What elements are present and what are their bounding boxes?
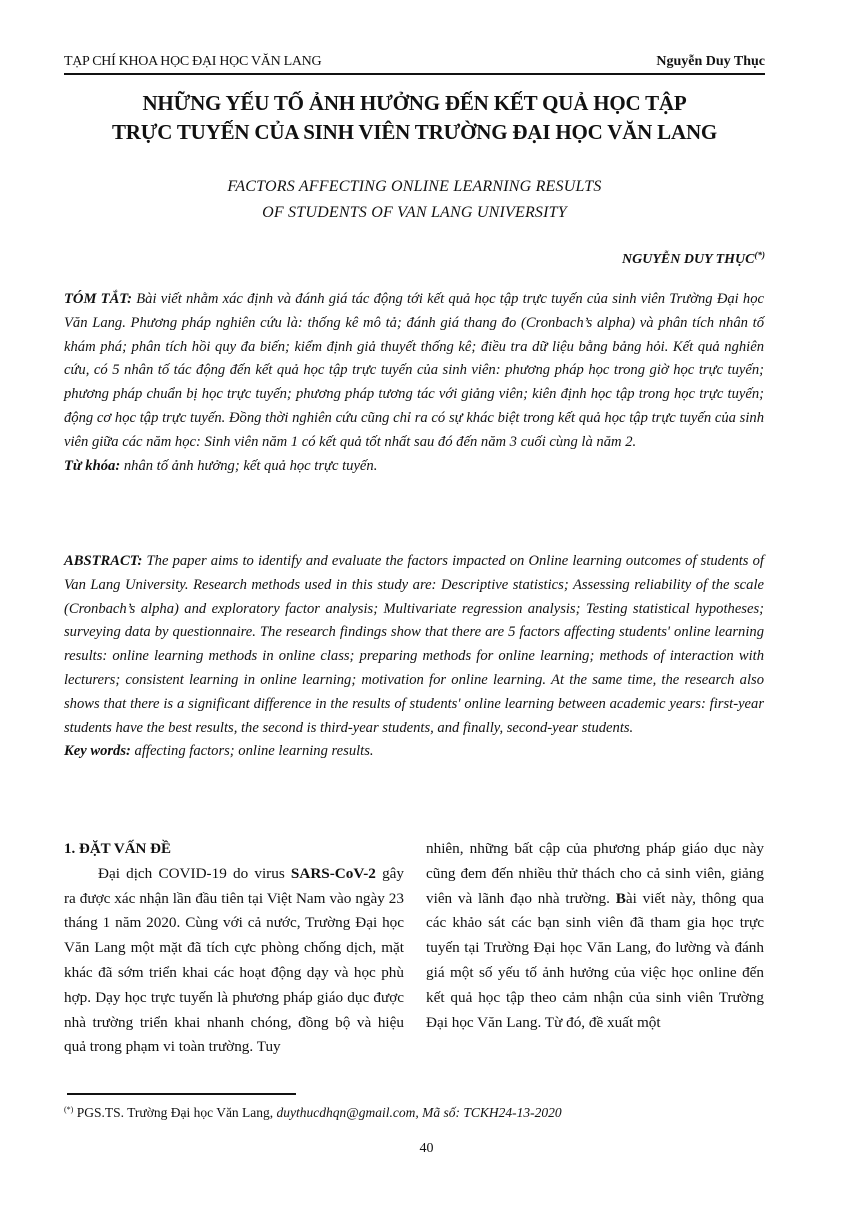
body-column-right bbox=[426, 837, 764, 1035]
body-text: ài viết này, thông qua các khảo sát các bạn sinh viên đã tham gia học trực tuyến tại Trường Đại học Văn Lang, đo lường và đánh giá một số yếu tố ảnh hưởng của việc học online đến kết quả học tập theo cảm nhận của sinh viên Trường Đại học Văn Lang. Từ đó, đề xuất một bbox=[426, 889, 764, 1031]
abstract-vi-paragraph bbox=[64, 288, 764, 455]
keywords-vi bbox=[64, 455, 764, 479]
virus-name: SARS-CoV-2 bbox=[290, 864, 376, 882]
keywords-en-text: affecting factors; online learning results. bbox=[134, 743, 374, 760]
section-heading: 1. ĐẶT VẤN ĐỀ bbox=[64, 841, 171, 857]
body-column-left bbox=[64, 837, 404, 1060]
abstract-en-text: The paper aims to identify and evaluate the factors impacted on Online learning outcomes of students of Van Lang University. Research methods used in this study are: Descriptive statistics; Assessing reliability of the scale (Cronbach’s alpha) and exploratory factor analysis; Multivariate regression analysis; Testing statistical hypotheses; surveying data by questionnaire. The research findings show that there are 5 factors affecting students' online learning results: online learning methods in online class; preparing methods for online learning; methods of interaction with lecturers; consistent learning in online learning; motivation for online learning. At the same time, the research also shows that there is a significant difference in the results of students' online learning between academic years: first-year students have the best results, the second is third-year students, and finally, second-year students. bbox=[64, 553, 764, 736]
running-header-author: Nguyễn Duy Thục bbox=[656, 54, 765, 69]
keywords-vi-label: Từ khóa: bbox=[64, 457, 121, 474]
abstract-vietnamese bbox=[64, 288, 764, 478]
body-paragraph-1-continued bbox=[426, 837, 764, 1035]
title-en-line-1: FACTORS AFFECTING ONLINE LEARNING RESULTS bbox=[227, 178, 602, 195]
footnote-affiliation: PGS.TS. Trường Đại học Văn Lang, bbox=[73, 1105, 277, 1120]
title-english bbox=[64, 174, 765, 226]
body-text: gây ra được xác nhận lần đầu tiên tại Việt Nam vào ngày 23 tháng 1 năm 2020. Cùng với cả nước, Trường Đại học Văn Lang một mặt đã tích cực phòng chống dịch, mặt khác đã sớm triển khai các hoạt động dạy và học phù hợp. Dạy học trực tuyến là phương pháp giáo dục được nhà trường triển khai nhanh chóng, đồng bộ và hiệu quả trong phạm vi toàn trường. Tuy bbox=[64, 864, 404, 1056]
title-vi-line-1: NHỮNG YẾU TỐ ẢNH HƯỞNG ĐẾN KẾT QUẢ HỌC TẬP bbox=[142, 91, 687, 115]
footnote-code: Mã số: TCKH24-13-2020 bbox=[418, 1105, 562, 1120]
footnote bbox=[64, 1101, 562, 1122]
footnote-email[interactable]: duythucdhqn@gmail.com, bbox=[276, 1105, 419, 1120]
author-footnote-marker: (*) bbox=[754, 250, 765, 260]
keywords-en bbox=[64, 740, 764, 764]
body-text: nhiên, những bất cập của phương pháp giáo dục này cũng đem đến nhiều thử thách cho cả sinh viên, giảng viên và lãnh đạo nhà trường. bbox=[426, 840, 764, 907]
abstract-vi-label: TÓM TẮT: bbox=[64, 291, 132, 307]
abstract-en-paragraph bbox=[64, 550, 764, 740]
author-byline bbox=[622, 246, 765, 269]
body-text-bold-letter: B bbox=[615, 889, 626, 907]
journal-name: TẠP CHÍ KHOA HỌC ĐẠI HỌC VĂN LANG bbox=[64, 54, 322, 69]
abstract-en-label: ABSTRACT: bbox=[64, 553, 143, 569]
title-en-line-2: OF STUDENTS OF VAN LANG UNIVERSITY bbox=[262, 204, 567, 221]
footnote-rule bbox=[67, 1093, 296, 1095]
abstract-english bbox=[64, 550, 764, 764]
footnote-marker: (*) bbox=[64, 1105, 74, 1114]
body-text: Đại dịch COVID-19 do virus bbox=[98, 864, 291, 882]
page-number: 40 bbox=[419, 1141, 434, 1156]
abstract-vi-text: Bài viết nhằm xác định và đánh giá tác động tới kết quả học tập trực tuyến của sinh viên Trường Đại học Văn Lang. Phương pháp nghiên cứu là: thống kê mô tả; đánh giá thang đo (Cronbach’s alpha) và phân tích nhân tố khám phá; phân tích hồi quy đa biến; kiểm định giả thuyết thống kê; điều tra dữ liệu bằng bảng hỏi. Kết quả nghiên cứu, có 5 nhân tố tác động đến kết quả học tập trực tuyến của sinh viên: phương pháp học trong giờ học trực tuyến; phương pháp chuẩn bị học trực tuyến; phương pháp tương tác với giảng viên; kiên định học tập trong học trực tuyến; động cơ học tập trực tuyến. Đồng thời nghiên cứu cũng chỉ ra có sự khác biệt trong kết quả học tập trực tuyến của sinh viên giữa các năm học: Sinh viên năm 1 có kết quả tốt nhất sau đó đến năm 3 cuối cùng là năm 2. bbox=[64, 291, 765, 450]
keywords-vi-text: nhân tố ảnh hưởng; kết quả học trực tuyến. bbox=[123, 457, 378, 474]
body-paragraph-1 bbox=[64, 862, 404, 1060]
running-header bbox=[64, 53, 765, 73]
title-vi-line-2: TRỰC TUYẾN CỦA SINH VIÊN TRƯỜNG ĐẠI HỌC VĂN LANG bbox=[111, 120, 718, 144]
keywords-en-label: Key words: bbox=[64, 743, 131, 760]
title-vietnamese bbox=[64, 89, 765, 147]
author-name: NGUYỄN DUY THỤC bbox=[622, 252, 755, 267]
header-rule bbox=[64, 73, 765, 75]
